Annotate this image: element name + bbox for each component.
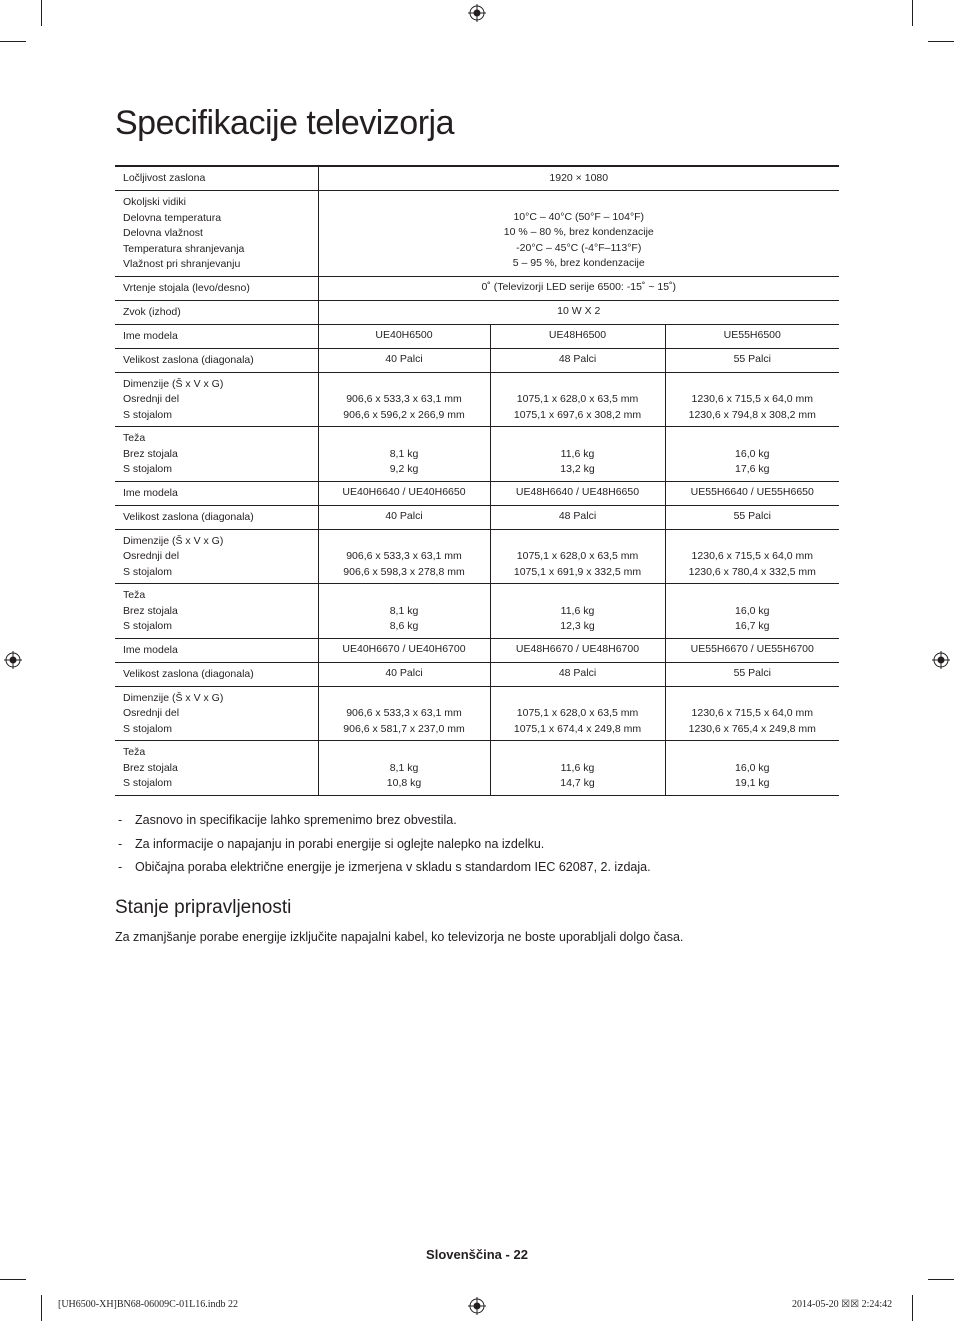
screen-size: 55 Palci — [665, 662, 839, 686]
weight-body: 8,1 kg — [389, 604, 419, 617]
weight-stand: 14,7 kg — [560, 777, 595, 789]
model-name: UE55H6500 — [665, 324, 839, 348]
label-line: Brez stojala — [123, 604, 178, 617]
screen-size: 40 Palci — [318, 505, 490, 529]
section-text: Za zmanjšanje porabe energije izključite napajalni kabel, ko televizorja ne boste uporabljali dolgo časa. — [115, 930, 684, 944]
list-item — [115, 812, 651, 836]
dimension-body: 1075,1 x 628,0 x 63,5 mm — [516, 550, 639, 562]
label-line: S stojalom — [123, 463, 173, 475]
row-label: Ime modela — [115, 324, 318, 348]
table-row — [115, 276, 839, 300]
label-line: Dimenzije (Š x V x G) — [123, 377, 224, 390]
registration-mark-icon — [4, 651, 22, 669]
crop-mark-top-right-h — [928, 41, 954, 42]
notes-list — [115, 812, 651, 883]
row-label: Velikost zaslona (diagonala) — [115, 348, 318, 372]
value-line: -20°C – 45°C (-4°F–113°F) — [516, 241, 642, 254]
label-line: Brez stojala — [123, 447, 178, 460]
weight-cell — [490, 427, 665, 482]
model-name: UE48H6500 — [490, 324, 665, 348]
model-name: UE55H6670 / UE55H6700 — [665, 638, 839, 662]
page-title: Specifikacije televizorja — [115, 104, 454, 142]
label-line: Teža — [123, 432, 146, 444]
row-label — [115, 372, 318, 427]
table-row — [115, 348, 839, 372]
table-row — [115, 662, 839, 686]
dimension-stand: 906,6 x 596,2 x 266,9 mm — [343, 408, 465, 421]
value-line: 10°C – 40°C (50°F – 104°F) — [513, 210, 645, 223]
crop-mark-top-left-h — [0, 41, 26, 42]
label-line: Vlažnost pri shranjevanju — [123, 258, 241, 270]
label-line: Temperatura shranjevanja — [123, 242, 245, 255]
weight-stand: 16,7 kg — [735, 620, 770, 632]
row-label: Zvok (izhod) — [115, 300, 318, 324]
list-item — [115, 836, 651, 860]
model-name: UE55H6640 / UE55H6650 — [665, 481, 839, 505]
crop-mark-bottom-right-h — [928, 1279, 954, 1280]
model-name: UE48H6640 / UE48H6650 — [490, 481, 665, 505]
label-line: Osrednji del — [123, 707, 180, 719]
screen-size: 48 Palci — [490, 505, 665, 529]
model-name: UE40H6670 / UE40H6700 — [318, 638, 490, 662]
weight-body: 16,0 kg — [735, 604, 770, 617]
weight-stand: 9,2 kg — [389, 463, 419, 475]
row-label: Ime modela — [115, 638, 318, 662]
row-label — [115, 686, 318, 741]
spec-table — [115, 165, 839, 796]
crop-mark-bottom-left-h — [0, 1279, 26, 1280]
table-row — [115, 481, 839, 505]
table-row — [115, 324, 839, 348]
screen-size: 55 Palci — [665, 505, 839, 529]
weight-stand: 17,6 kg — [735, 463, 770, 475]
model-name: UE40H6500 — [318, 324, 490, 348]
weight-cell — [318, 584, 490, 639]
label-line: Delovna vlažnost — [123, 227, 203, 239]
dimension-body: 1230,6 x 715,5 x 64,0 mm — [691, 550, 813, 562]
weight-body: 8,1 kg — [389, 447, 419, 460]
dimension-body: 1230,6 x 715,5 x 64,0 mm — [691, 707, 813, 719]
weight-cell — [490, 741, 665, 796]
table-row — [115, 686, 839, 741]
label-line: Osrednji del — [123, 393, 180, 405]
weight-body: 8,1 kg — [389, 761, 419, 774]
table-row — [115, 427, 839, 482]
dimension-stand: 1230,6 x 794,8 x 308,2 mm — [688, 408, 816, 421]
label-line: S stojalom — [123, 777, 173, 789]
weight-body: 11,6 kg — [560, 761, 595, 774]
weight-body: 16,0 kg — [735, 447, 770, 460]
table-row — [115, 191, 839, 277]
row-label: Vrtenje stojala (levo/desno) — [115, 276, 318, 300]
weight-cell — [318, 427, 490, 482]
dimensions-cell — [318, 372, 490, 427]
dash-bullet-icon: - — [118, 860, 123, 874]
value-line: 5 – 95 %, brez kondenzacije — [512, 257, 645, 269]
weight-cell — [665, 427, 839, 482]
table-row — [115, 505, 839, 529]
row-label: Velikost zaslona (diagonala) — [115, 505, 318, 529]
crop-mark-top-left-v — [41, 0, 42, 26]
table-row — [115, 741, 839, 796]
dimension-stand: 906,6 x 581,7 x 237,0 mm — [343, 722, 465, 735]
weight-stand: 19,1 kg — [735, 777, 770, 789]
dimension-body: 1075,1 x 628,0 x 63,5 mm — [516, 707, 639, 719]
dimension-body: 906,6 x 533,3 x 63,1 mm — [346, 550, 462, 562]
weight-stand: 8,6 kg — [389, 620, 419, 632]
row-label — [115, 191, 318, 277]
weight-cell — [318, 741, 490, 796]
dimension-stand: 906,6 x 598,3 x 278,8 mm — [343, 565, 465, 578]
label-line: Okoljski vidiki — [123, 196, 187, 208]
dimension-stand: 1075,1 x 674,4 x 249,8 mm — [513, 722, 642, 735]
dimension-stand: 1230,6 x 765,4 x 249,8 mm — [688, 722, 816, 735]
weight-body: 11,6 kg — [560, 604, 595, 617]
screen-size: 40 Palci — [318, 348, 490, 372]
table-row — [115, 638, 839, 662]
row-value: 0˚ (Televizorji LED serije 6500: -15˚ ~ 15˚) — [318, 276, 839, 300]
screen-size: 48 Palci — [490, 662, 665, 686]
crop-mark-bottom-right-v — [912, 1295, 913, 1321]
value-line: 10 % – 80 %, brez kondenzacije — [503, 226, 654, 238]
label-line: Teža — [123, 589, 146, 601]
dimensions-cell — [665, 686, 839, 741]
screen-size: 55 Palci — [665, 348, 839, 372]
dash-bullet-icon: - — [118, 836, 123, 851]
weight-cell — [665, 584, 839, 639]
crop-mark-top-right-v — [912, 0, 913, 26]
label-line: Osrednji del — [123, 550, 180, 562]
dimensions-cell — [490, 372, 665, 427]
weight-stand: 13,2 kg — [560, 463, 595, 475]
label-line: Dimenzije (Š x V x G) — [123, 534, 224, 547]
print-slug-right: 2014-05-20 ☒☒ 2:24:42 — [792, 1299, 893, 1310]
model-groups — [115, 324, 839, 795]
crop-mark-bottom-left-v — [41, 1295, 42, 1321]
label-line: S stojalom — [123, 620, 173, 632]
weight-cell — [665, 741, 839, 796]
weight-cell — [490, 584, 665, 639]
row-label: Ločljivost zaslona — [115, 166, 318, 191]
screen-size: 40 Palci — [318, 662, 490, 686]
screen-size: 48 Palci — [490, 348, 665, 372]
dimensions-cell — [318, 529, 490, 584]
row-label — [115, 529, 318, 584]
label-line: S stojalom — [123, 565, 173, 578]
note-text: Za informacije o napajanju in porabi energije si oglejte nalepko na izdelku. — [135, 836, 545, 851]
section-heading: Stanje pripravljenosti — [115, 897, 292, 918]
row-label — [115, 741, 318, 796]
dimension-stand: 1075,1 x 697,6 x 308,2 mm — [513, 408, 642, 421]
note-text: Običajna poraba električne energije je izmerjena v skladu s standardom IEC 62087, 2. izdaja. — [135, 860, 651, 874]
row-label — [115, 427, 318, 482]
note-text: Zasnovo in specifikacije lahko spremenimo brez obvestila. — [135, 813, 457, 827]
row-label: Ime modela — [115, 481, 318, 505]
dimension-stand: 1075,1 x 691,9 x 332,5 mm — [513, 565, 642, 578]
dimensions-cell — [490, 686, 665, 741]
row-label — [115, 584, 318, 639]
print-slug-left: [UH6500-XH]BN68-06009C-01L16.indb 22 — [58, 1299, 238, 1310]
model-name: UE48H6670 / UE48H6700 — [490, 638, 665, 662]
dimensions-cell — [318, 686, 490, 741]
weight-body: 16,0 kg — [735, 761, 770, 774]
dimension-stand: 1230,6 x 780,4 x 332,5 mm — [688, 565, 816, 578]
table-row — [115, 372, 839, 427]
dimension-body: 906,6 x 533,3 x 63,1 mm — [346, 707, 462, 719]
row-label: Velikost zaslona (diagonala) — [115, 662, 318, 686]
label-line: S stojalom — [123, 722, 173, 735]
dimensions-cell — [665, 529, 839, 584]
dash-bullet-icon: - — [118, 813, 123, 827]
label-line: Brez stojala — [123, 761, 178, 774]
page-footer: Slovenščina - 22 — [426, 1247, 528, 1262]
weight-body: 11,6 kg — [560, 447, 595, 460]
table-row — [115, 529, 839, 584]
model-name: UE40H6640 / UE40H6650 — [318, 481, 490, 505]
label-line: Delovna temperatura — [123, 211, 222, 224]
label-line: Dimenzije (Š x V x G) — [123, 691, 224, 704]
dimensions-cell — [665, 372, 839, 427]
table-row — [115, 584, 839, 639]
dimension-body: 906,6 x 533,3 x 63,1 mm — [346, 393, 462, 405]
weight-stand: 12,3 kg — [560, 620, 595, 632]
row-value: 10 W X 2 — [318, 300, 839, 324]
table-row — [115, 166, 839, 191]
dimension-body: 1230,6 x 715,5 x 64,0 mm — [691, 393, 813, 405]
registration-mark-icon — [468, 4, 486, 22]
table-row — [115, 300, 839, 324]
registration-mark-icon — [468, 1297, 486, 1315]
label-line: S stojalom — [123, 408, 173, 421]
list-item — [115, 859, 651, 883]
weight-stand: 10,8 kg — [386, 777, 422, 789]
dimension-body: 1075,1 x 628,0 x 63,5 mm — [516, 393, 639, 405]
label-line: Teža — [123, 746, 146, 758]
dimensions-cell — [490, 529, 665, 584]
row-value — [318, 191, 839, 277]
registration-mark-icon — [932, 651, 950, 669]
row-value: 1920 × 1080 — [318, 166, 839, 191]
